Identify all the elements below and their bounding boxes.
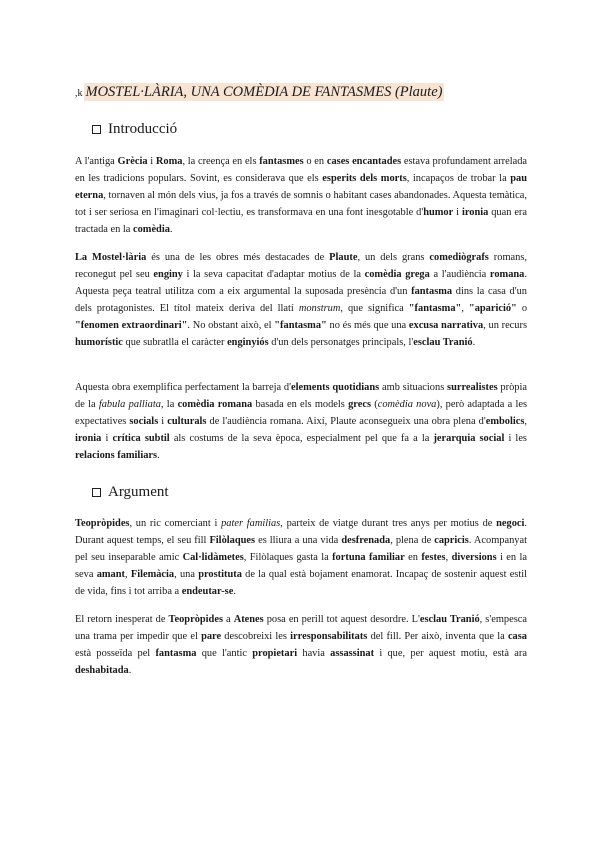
paragraph: La Mostel·lària és una de les obres més destacades de Plaute, un dels grans comediògrafs romans, reconegut pel seu enginy i la seva capacitat d'adaptar motius de la comèdia grega a l'audiència romana. Aquesta peça teatral utilitza com a eix argumental la suposada presència d'un fantasma dins la casa d'un dels protagonistes. El títol mateix deriva del llatí monstrum, que significa "fantasma", "aparició" o "fenomen extraordinari". No obstant això, el "fantasma" no és més que una excusa narrativa, un recurs humorístic que subratlla el caràcter enginyiós d'un dels personatges principals, l'esclau Tranió. bbox=[75, 252, 528, 348]
heading-label: Argument bbox=[108, 484, 169, 500]
paragraph: Teopròpides, un ric comerciant i pater familias, parteix de viatge durant tres anys per motius de negoci. Durant aquest temps, el seu fill Filòlaques es lliura a una vida desfrenada, plena de capricis. Acompanyat pel seu inseparable amic Cal·lidàmetes, Filòlaques gasta la fortuna familiar en festes, diversions i en la seva amant, Filemàcia, una prostituta de la qual està bojament enamorat. Incapaç de sostenir aquest estil de vida, fins i tot arriba a endeutar-se. bbox=[75, 518, 528, 597]
section-heading-argument bbox=[92, 484, 169, 501]
checkbox-icon bbox=[92, 125, 101, 134]
paragraph: A l'antiga Grècia i Roma, la creença en els fantasmes o en cases encantades estava profundament arrelada en les tradicions populars. Sovint, es considerava que els esperits dels morts, incapaços de trobar la pau eterna, tornaven al món dels vius, ja fos a través de somnis o habitant cases abandonades. Aquesta temàtica, tot i ser seriosa en l'imaginari col·lectiu, es transformava en una font inesgotable d'humor i ironia quan era tractada en la comèdia. bbox=[75, 156, 528, 235]
document-title bbox=[75, 84, 444, 101]
section-heading-introduccio bbox=[92, 121, 177, 138]
checkbox-icon bbox=[92, 488, 101, 497]
paragraph: El retorn inesperat de Teopròpides a Atenes posa en perill tot aquest desordre. L'esclau Tranió, s'empesca una trama per impedir que el pare descobreixi les irresponsabilitats del fill. Per això, inventa que la casa està posseïda pel fantasma que l'antic propietari havia assassinat i que, per aquest motiu, està ara deshabitada. bbox=[75, 614, 527, 676]
title-prefix: ,k bbox=[75, 88, 83, 99]
paragraph: Aquesta obra exemplifica perfectament la barreja d'elements quotidians amb situacions surrealistes pròpia de la fabula palliata, la comèdia romana basada en els models grecs (comèdia nova), però adaptada a les expectatives socials i culturals de l'audiència romana. Així, Plaute aconsegueix una obra plena d'embolics, ironia i crítica subtil als costums de la seva època, especialment pel que fa a la jerarquia social i les relacions familiars. bbox=[75, 382, 527, 461]
heading-label: Introducció bbox=[108, 121, 178, 137]
title-text: MOSTEL·LÀRIA, UNA COMÈDIA DE FANTASMES (Plaute) bbox=[85, 84, 443, 100]
